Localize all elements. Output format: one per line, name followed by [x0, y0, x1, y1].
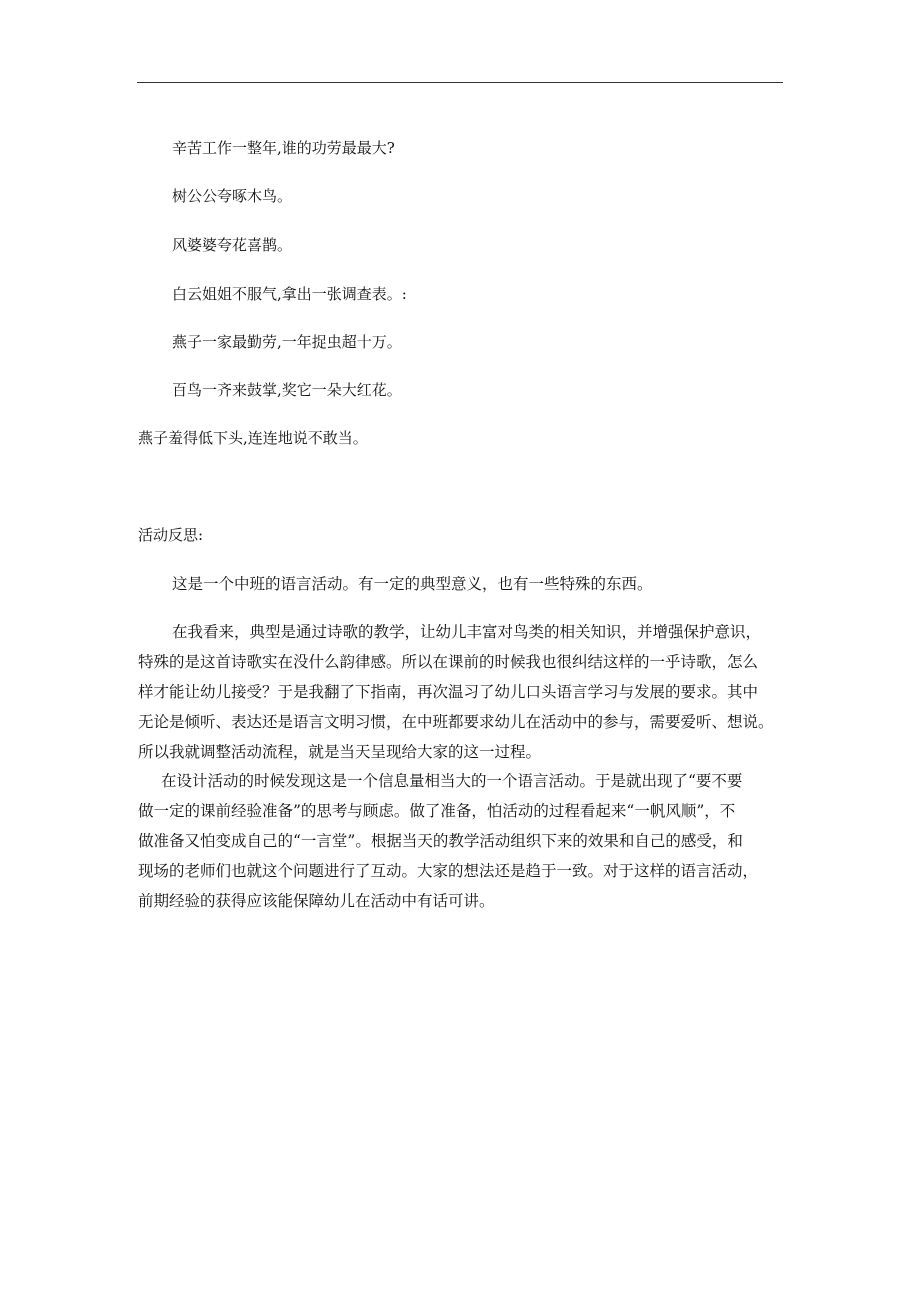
reflection-paragraph-3: [138, 766, 786, 916]
paragraph-3-line-1: 在设计活动的时候发现这是一个信息量相当大的一个语言活动。于是就出现了“要不要: [161, 772, 743, 790]
paragraph-2-line-1: 在我看来，典型是通过诗歌的教学，让幼儿丰富对鸟类的相关知识，并增强保护意识，: [172, 623, 762, 641]
poem-line-3: 风婆婆夸花喜鹊。: [172, 236, 293, 254]
paragraph-3-line-5: 前期经验的获得应该能保障幼儿在活动中有话可讲。: [138, 892, 495, 910]
paragraph-2-line-2: 特殊的是这首诗歌实在没什么韵律感。所以在课前的时候我也很纠结这样的一乎诗歌，怎么: [138, 653, 759, 671]
reflection-heading: 活动反思:: [138, 526, 204, 544]
poem-final-line: 燕子羞得低下头,连连地说不敢当。: [138, 429, 368, 447]
paragraph-3-line-4: 现场的老师们也就这个问题进行了互动。大家的想法还是趋于一致。对于这样的语言活动，: [138, 862, 759, 880]
reflection-paragraph-2: [138, 617, 786, 767]
poem-line-6: 百鸟一齐来鼓掌,奖它一朵大红花。: [172, 381, 402, 399]
paragraph-3-line-3: 做准备又怕变成自己的“一言堂”。根据当天的教学活动组织下来的效果和自己的感受，和: [138, 832, 743, 850]
paragraph-2-line-4: 无论是倾听、表达还是语言文明习惯，在中班都要求幼儿在活动中的参与，需要爱听、想说。: [138, 713, 774, 731]
reflection-paragraph-1: 这是一个中班的语言活动。有一定的典型意义，也有一些特殊的东西。: [172, 575, 653, 593]
poem-line-1: 辛苦工作一整年,谁的功劳最最大?: [172, 139, 395, 157]
paragraph-2-line-5: 所以我就调整活动流程，就是当天呈现给大家的这一过程。: [138, 743, 542, 761]
paragraph-2-line-3: 样才能让幼儿接受？于是我翻了下指南，再次温习了幼儿口头语言学习与发展的要求。其中: [138, 683, 759, 701]
paragraph-3-line-2: 做一定的课前经验准备”的思考与顾虑。做了准备，怕活动的过程看起来“一帆风顺”，不: [138, 802, 736, 820]
header-rule: [137, 82, 783, 83]
poem-line-4: 白云姐姐不服气,拿出一张调查表。:: [172, 285, 407, 303]
poem-line-5: 燕子一家最勤劳,一年捉虫超十万。: [172, 333, 402, 351]
poem-line-2: 树公公夸啄木鸟。: [172, 187, 293, 205]
